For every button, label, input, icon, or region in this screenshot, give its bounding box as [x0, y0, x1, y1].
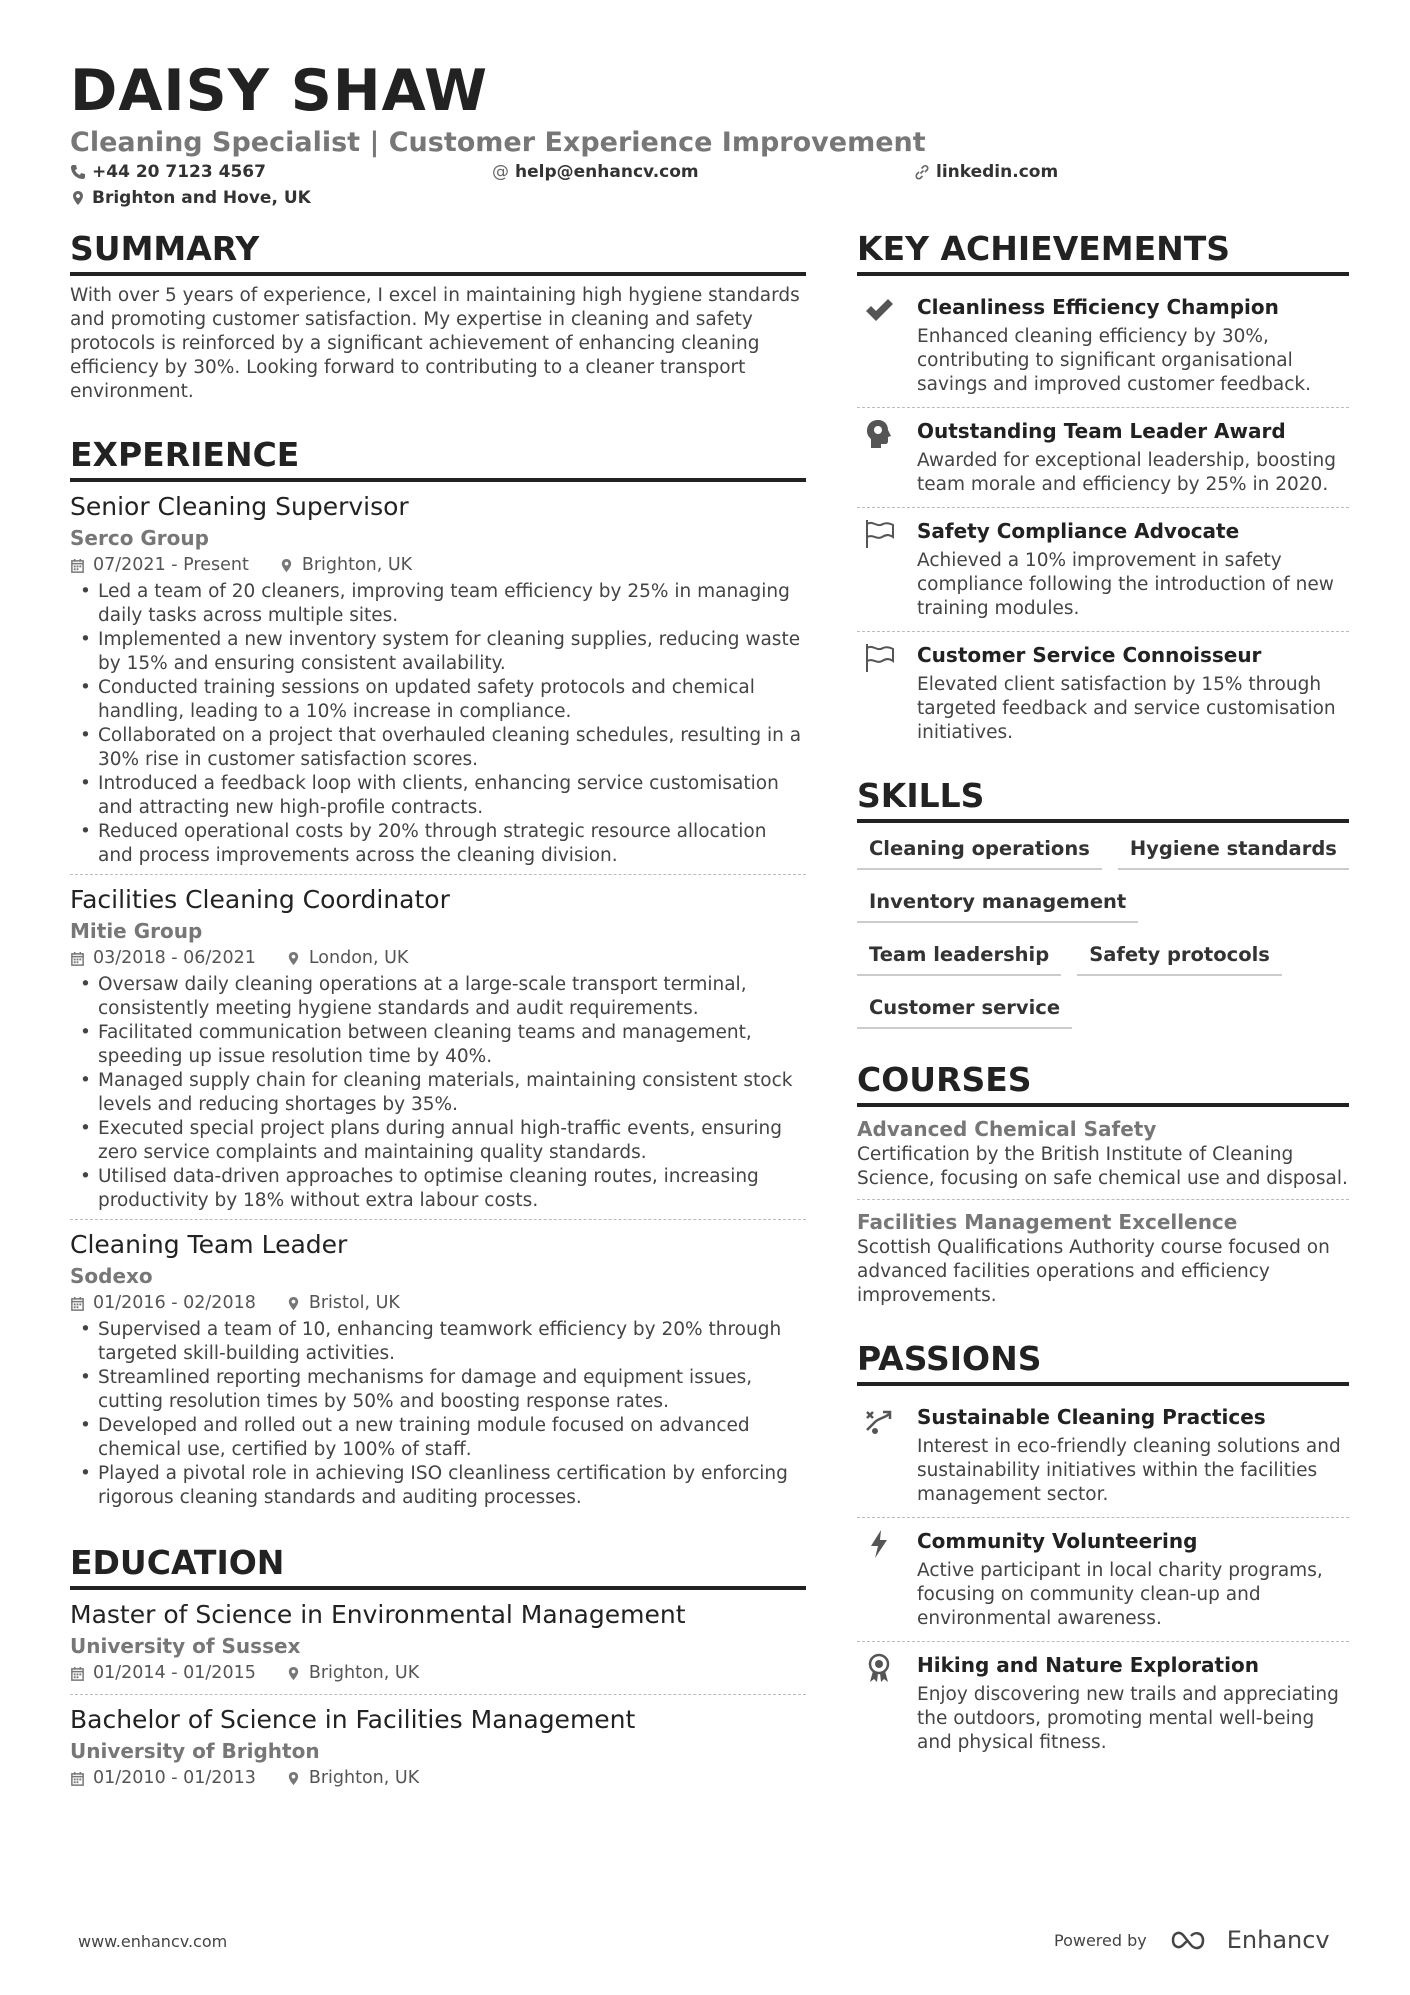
brand-name: Enhancv: [1226, 1926, 1330, 1954]
link-icon: [914, 164, 930, 180]
experience-heading: EXPERIENCE: [70, 434, 806, 482]
job-meta: [70, 552, 806, 578]
summary-heading: SUMMARY: [70, 228, 806, 276]
school-name: University of Sussex: [70, 1634, 301, 1658]
course-item: [857, 1208, 1349, 1316]
education-dates: 01/2010 - 01/2013: [93, 1768, 256, 1788]
achievement-desc: Enhanced cleaning efficiency by 30%, contributing to significant organisational savings and improved customer feedback.: [917, 326, 1311, 395]
job-title: Facilities Cleaning Coordinator: [70, 885, 450, 914]
course-title: Advanced Chemical Safety: [857, 1117, 1157, 1141]
flag-icon: [863, 642, 895, 674]
job-location: London, UK: [308, 948, 409, 968]
bullet-item: • Reduced operational costs by 20% through strategic resource allocation and process improvements across the cleaning division.: [70, 820, 806, 868]
location-pin-icon: [286, 1296, 301, 1311]
bolt-icon: [863, 1528, 895, 1560]
achievement-title: Outstanding Team Leader Award: [917, 419, 1286, 443]
achievement-item: [857, 508, 1349, 632]
passion-desc: Active participant in local charity programs, focusing on community clean-up and environmental awareness.: [917, 1560, 1323, 1629]
job-dates: 07/2021 - Present: [93, 555, 249, 575]
skill-tag: Inventory management: [857, 884, 1138, 923]
calendar-icon: [70, 951, 85, 966]
school-name: University of Brighton: [70, 1739, 320, 1763]
job-dates: 01/2016 - 02/2018: [93, 1293, 256, 1313]
email-contact[interactable]: [492, 162, 699, 182]
brand-logo[interactable]: [1169, 1926, 1330, 1954]
achievement-title: Cleanliness Efficiency Champion: [917, 295, 1279, 319]
education-dates: 01/2014 - 01/2015: [93, 1663, 256, 1683]
calendar-icon: [70, 1666, 85, 1681]
location-pin-icon: [286, 951, 301, 966]
location-contact: [70, 188, 311, 208]
bullet-item: • Managed supply chain for cleaning materials, maintaining consistent stock levels and reducing shortages by 35%.: [70, 1069, 806, 1117]
job-entry: [70, 883, 806, 1220]
education-meta: [70, 1660, 806, 1686]
course-desc: Scottish Qualifications Authority course focused on advanced facilities operations and efficiency improvements.: [857, 1237, 1330, 1306]
achievement-title: Customer Service Connoisseur: [917, 643, 1262, 667]
phone-contact[interactable]: [70, 162, 266, 182]
achievements-heading: KEY ACHIEVEMENTS: [857, 228, 1349, 276]
bullet-item: • Implemented a new inventory system for cleaning supplies, reducing waste by 15% and ensuring consistent availability.: [70, 628, 806, 676]
candidate-name: DAISY SHAW: [70, 58, 488, 124]
bullet-item: • Led a team of 20 cleaners, improving team efficiency by 25% in managing daily tasks across multiple sites.: [70, 580, 806, 628]
enhancv-logo-icon: [1169, 1927, 1219, 1953]
bullet-item: • Played a pivotal role in achieving ISO cleanliness certification by enforcing rigorous cleaning standards and auditing processes.: [70, 1462, 806, 1510]
flag-icon: [863, 518, 895, 550]
job-title: Cleaning Team Leader: [70, 1230, 348, 1259]
powered-by-label: Powered by: [1054, 1930, 1147, 1950]
check-icon: [863, 294, 895, 326]
candidate-headline: Cleaning Specialist | Customer Experience Improvement: [70, 127, 926, 158]
job-entry: [70, 1228, 806, 1516]
achievement-item: [857, 632, 1349, 755]
linkedin-url: linkedin.com: [936, 162, 1059, 182]
location-pin-icon: [279, 558, 294, 573]
medal-icon: [863, 1652, 895, 1684]
at-icon: @: [492, 162, 509, 182]
phone-icon: [70, 164, 86, 180]
calendar-icon: [70, 558, 85, 573]
linkedin-contact[interactable]: [914, 162, 1058, 182]
summary-text: With over 5 years of experience, I excel in maintaining high hygiene standards and promoting customer satisfaction. My expertise in cleaning and safety protocols is reinforced by a significant achievement of enhancing cleaning efficiency by 30%. Looking forward to contributing to a cleaner transport environment.: [70, 285, 800, 402]
location-pin-icon: [286, 1771, 301, 1786]
education-heading: EDUCATION: [70, 1542, 806, 1590]
course-desc: Certification by the British Institute of Cleaning Science, focusing on safe chemical use and disposal.: [857, 1144, 1348, 1189]
degree-title: Master of Science in Environmental Management: [70, 1600, 686, 1629]
skill-tag: Team leadership: [857, 937, 1061, 976]
footer-branding: [1054, 1926, 1330, 1954]
achievement-item: [857, 408, 1349, 508]
bullet-item: • Streamlined reporting mechanisms for damage and equipment issues, cutting resolution times by 50% and boosting response rates.: [70, 1366, 806, 1414]
bullet-item: • Facilitated communication between cleaning teams and management, speeding up issue resolution time by 40%.: [70, 1021, 806, 1069]
skill-tag: Cleaning operations: [857, 831, 1102, 870]
job-dates: 03/2018 - 06/2021: [93, 948, 256, 968]
achievement-desc: Achieved a 10% improvement in safety compliance following the introduction of new training modules.: [917, 550, 1334, 619]
footer-website[interactable]: www.enhancv.com: [78, 1932, 228, 1951]
passion-item: [857, 1394, 1349, 1518]
course-title: Facilities Management Excellence: [857, 1210, 1238, 1234]
job-title: Senior Cleaning Supervisor: [70, 492, 409, 521]
skill-tag: Hygiene standards: [1118, 831, 1349, 870]
job-meta: [70, 1290, 806, 1316]
company-name: Mitie Group: [70, 919, 203, 943]
phone-number: +44 20 7123 4567: [92, 162, 266, 182]
courses-heading: COURSES: [857, 1059, 1349, 1107]
education-meta: [70, 1765, 806, 1791]
skills-list: [857, 831, 1349, 1029]
job-location: Brighton, UK: [301, 555, 413, 575]
job-entry: [70, 490, 806, 875]
location-pin-icon: [70, 190, 86, 206]
right-column: [857, 228, 1349, 1785]
passion-title: Hiking and Nature Exploration: [917, 1653, 1259, 1677]
degree-title: Bachelor of Science in Facilities Management: [70, 1705, 636, 1734]
passion-item: [857, 1642, 1349, 1765]
contact-info: [70, 162, 1350, 218]
head-icon: [863, 418, 895, 450]
bullet-item: • Developed and rolled out a new training module focused on advanced chemical use, certified by 100% of staff.: [70, 1414, 806, 1462]
bullet-item: • Supervised a team of 10, enhancing teamwork efficiency by 20% through targeted skill-building activities.: [70, 1318, 806, 1366]
passion-title: Sustainable Cleaning Practices: [917, 1405, 1266, 1429]
job-bullets: [70, 580, 806, 868]
passion-desc: Enjoy discovering new trails and appreciating the outdoors, promoting mental well-being and physical fitness.: [917, 1684, 1339, 1753]
achievement-desc: Awarded for exceptional leadership, boosting team morale and efficiency by 25% in 2020.: [917, 450, 1336, 495]
skill-tag: Customer service: [857, 990, 1072, 1029]
route-icon: [863, 1404, 895, 1436]
bullet-item: • Conducted training sessions on updated safety protocols and chemical handling, leading to a 10% increase in compliance.: [70, 676, 806, 724]
job-bullets: [70, 973, 806, 1213]
achievement-desc: Elevated client satisfaction by 15% through targeted feedback and service customisation initiatives.: [917, 674, 1336, 743]
bullet-item: • Oversaw daily cleaning operations at a large-scale transport terminal, consistently meeting hygiene standards and audit requirements.: [70, 973, 806, 1021]
passion-desc: Interest in eco-friendly cleaning solutions and sustainability initiatives within the facilities management sector.: [917, 1436, 1341, 1505]
achievement-title: Safety Compliance Advocate: [917, 519, 1240, 543]
bullet-item: • Utilised data-driven approaches to optimise cleaning routes, increasing productivity by 18% without extra labour costs.: [70, 1165, 806, 1213]
company-name: Serco Group: [70, 526, 209, 550]
left-column: [70, 228, 806, 1807]
location-pin-icon: [286, 1666, 301, 1681]
passion-item: [857, 1518, 1349, 1642]
job-location: Bristol, UK: [308, 1293, 400, 1313]
education-entry: [70, 1703, 806, 1799]
bullet-item: • Collaborated on a project that overhauled cleaning schedules, resulting in a 30% rise in customer satisfaction scores.: [70, 724, 806, 772]
education-location: Brighton, UK: [308, 1768, 420, 1788]
job-meta: [70, 945, 806, 971]
location-text: Brighton and Hove, UK: [92, 188, 311, 208]
email-address: help@enhancv.com: [515, 162, 699, 182]
bullet-item: • Executed special project plans during annual high-traffic events, ensuring zero service complaints and maintaining quality standards.: [70, 1117, 806, 1165]
skills-heading: SKILLS: [857, 775, 1349, 823]
skill-tag: Safety protocols: [1077, 937, 1282, 976]
resume-header: [70, 58, 1350, 218]
course-item: [857, 1115, 1349, 1200]
passions-heading: PASSIONS: [857, 1338, 1349, 1386]
bullet-item: • Introduced a feedback loop with clients, enhancing service customisation and attracting new high-profile contracts.: [70, 772, 806, 820]
calendar-icon: [70, 1771, 85, 1786]
education-location: Brighton, UK: [308, 1663, 420, 1683]
job-bullets: [70, 1318, 806, 1510]
passion-title: Community Volunteering: [917, 1529, 1198, 1553]
achievement-item: [857, 284, 1349, 408]
company-name: Sodexo: [70, 1264, 153, 1288]
education-entry: [70, 1598, 806, 1695]
calendar-icon: [70, 1296, 85, 1311]
